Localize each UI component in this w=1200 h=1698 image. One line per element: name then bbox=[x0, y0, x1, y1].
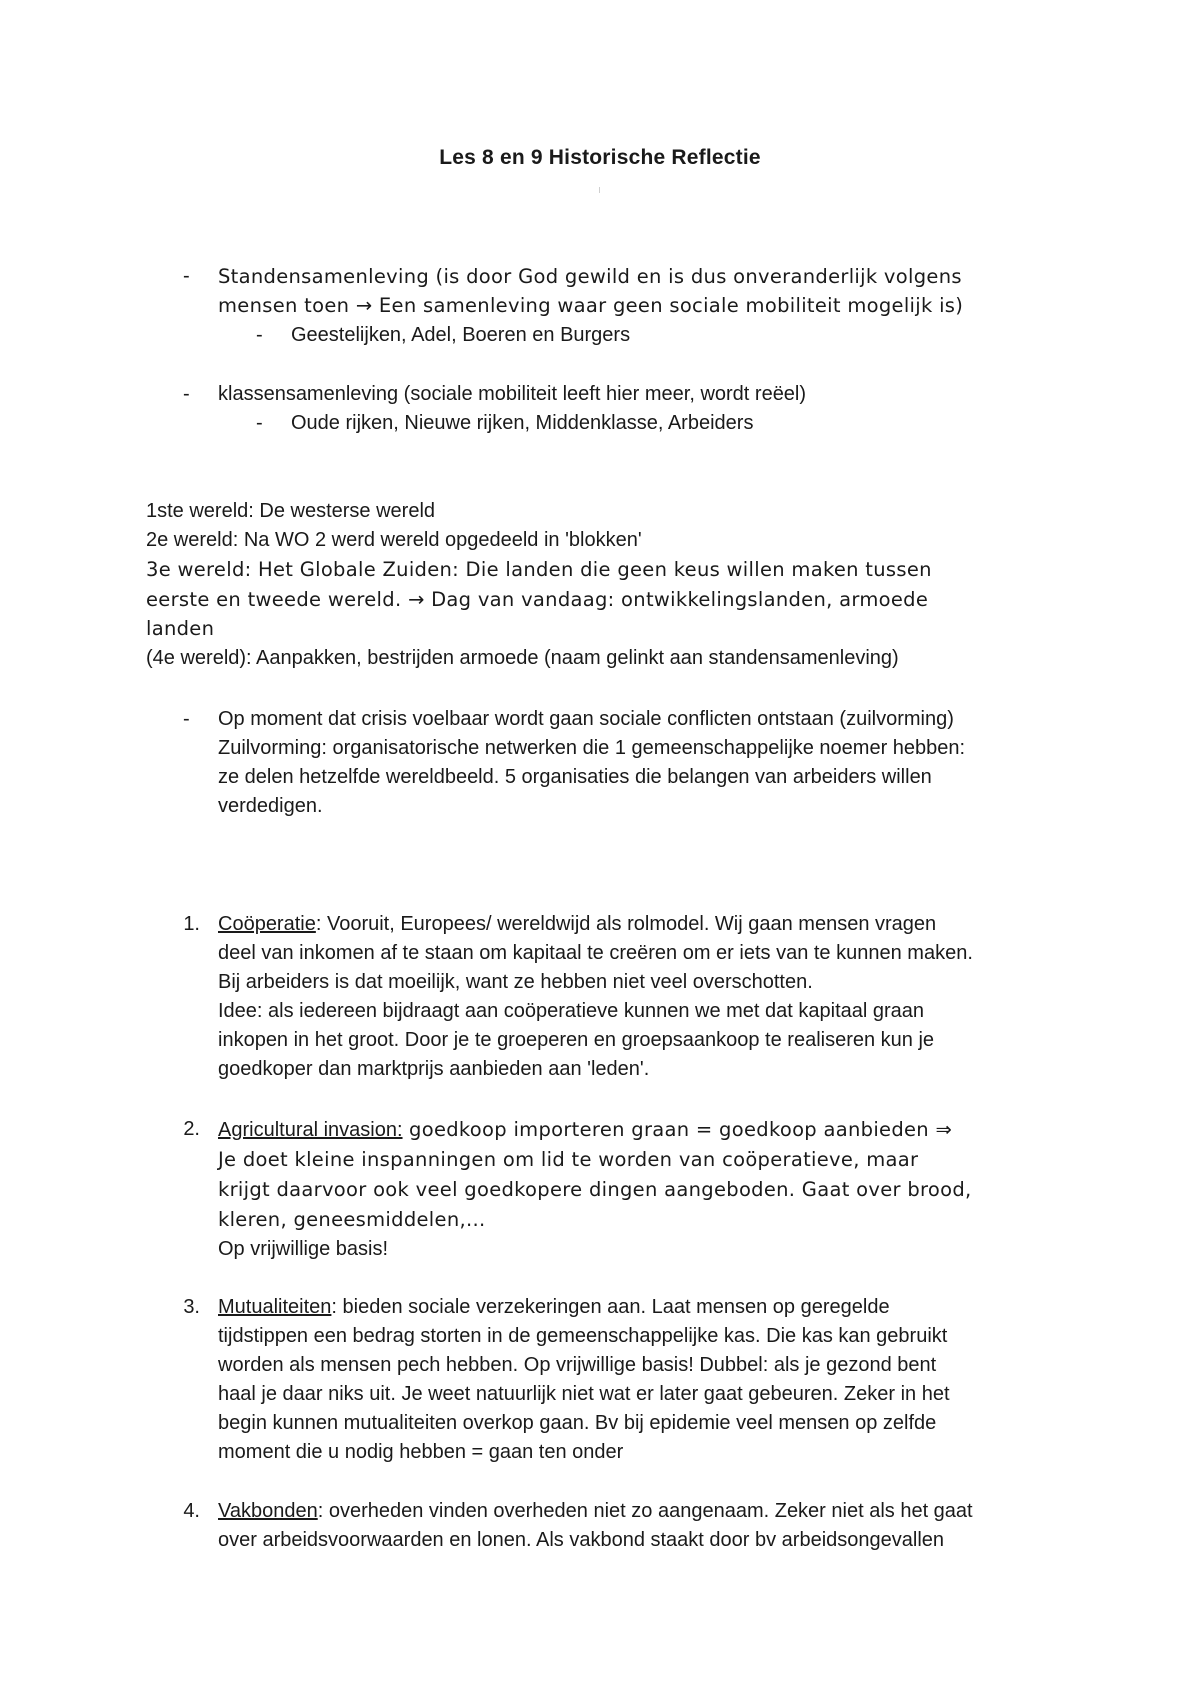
list-item bbox=[218, 1293, 890, 1322]
list-number: 4. bbox=[183, 1500, 200, 1522]
list-text: inkopen in het groot. Door je te groeperen en groepsaankoop te realiseren kun je bbox=[218, 1029, 935, 1051]
world-line: 2e wereld: Na WO 2 werd wereld opgedeeld in 'blokken' bbox=[146, 529, 642, 551]
list-item bbox=[218, 1497, 973, 1526]
list-text: deel van inkomen af te staan om kapitaal te creëren om er iets van te kunnen maken. bbox=[218, 942, 973, 964]
list-term: Coöperatie bbox=[218, 913, 316, 935]
bullet-text: klassensamenleving (sociale mobiliteit leeft hier meer, wordt reëel) bbox=[218, 383, 807, 405]
list-text: : Vooruit, Europees/ wereldwijd als rolmodel. Wij gaan mensen vragen bbox=[315, 913, 937, 935]
list-item bbox=[218, 910, 936, 939]
list-text: Bij arbeiders is dat moeilijk, want ze hebben niet veel overschotten. bbox=[218, 971, 813, 993]
list-term: Vakbonden bbox=[218, 1500, 318, 1522]
list-text: goedkoop importeren graan = goedkoop aanbieden ⇒ bbox=[402, 1118, 953, 1141]
bullet-dash: - bbox=[183, 383, 190, 405]
list-text: : bieden sociale verzekeringen aan. Laat mensen op geregelde bbox=[331, 1296, 890, 1318]
bullet-dash: - bbox=[183, 708, 190, 730]
world-line: (4e wereld): Aanpakken, bestrijden armoede (naam gelinkt aan standensamenleving) bbox=[146, 647, 899, 669]
sub-bullet-text: Geestelijken, Adel, Boeren en Burgers bbox=[291, 324, 631, 346]
list-text: over arbeidsvoorwaarden en lonen. Als vakbond staakt door bv arbeidsongevallen bbox=[218, 1529, 945, 1551]
list-number: 1. bbox=[183, 913, 200, 935]
bullet-dash: - bbox=[183, 265, 190, 287]
sub-bullet-dash: - bbox=[256, 412, 263, 434]
list-term: Agricultural invasion: bbox=[218, 1119, 403, 1141]
world-line: 3e wereld: Het Globale Zuiden: Die landen die geen keus willen maken tussen bbox=[146, 558, 932, 581]
list-term: Mutualiteiten bbox=[218, 1296, 332, 1318]
list-text: tijdstippen een bedrag storten in de gemeenschappelijke kas. Die kas kan gebruikt bbox=[218, 1325, 948, 1347]
sub-bullet-text: Oude rijken, Nieuwe rijken, Middenklasse, Arbeiders bbox=[291, 412, 754, 434]
list-text: : overheden vinden overheden niet zo aangenaam. Zeker niet als het gaat bbox=[317, 1500, 973, 1522]
bullet-text: Zuilvorming: organisatorische netwerken die 1 gemeenschappelijke noemer hebben: bbox=[218, 737, 966, 759]
list-text: Idee: als iedereen bijdraagt aan coöperatieve kunnen we met dat kapitaal graan bbox=[218, 1000, 925, 1022]
world-line: 1ste wereld: De westerse wereld bbox=[146, 500, 436, 522]
list-number: 2. bbox=[183, 1118, 200, 1140]
world-line: eerste en tweede wereld. → Dag van vandaag: ontwikkelingslanden, armoede bbox=[146, 588, 929, 611]
bullet-text: mensen toen → Een samenleving waar geen sociale mobiliteit mogelijk is) bbox=[218, 294, 964, 317]
bullet-text: Op moment dat crisis voelbaar wordt gaan sociale conflicten ontstaan (zuilvorming) bbox=[218, 708, 954, 730]
list-text: krijgt daarvoor ook veel goedkopere dingen aangeboden. Gaat over brood, bbox=[218, 1178, 972, 1201]
list-item bbox=[218, 1115, 952, 1145]
page-title: Les 8 en 9 Historische Reflectie bbox=[439, 146, 761, 169]
list-text: begin kunnen mutualiteiten overkop gaan. Bv bij epidemie veel mensen op zelfde bbox=[218, 1412, 937, 1434]
list-text: goedkoper dan marktprijs aanbieden aan 'leden'. bbox=[218, 1058, 650, 1080]
bullet-text: verdedigen. bbox=[218, 795, 323, 817]
list-text: kleren, geneesmiddelen,... bbox=[218, 1208, 486, 1231]
list-text: Je doet kleine inspanningen om lid te worden van coöperatieve, maar bbox=[218, 1148, 919, 1171]
bullet-text: Standensamenleving (is door God gewild en is dus onveranderlijk volgens bbox=[218, 265, 962, 288]
list-text: Op vrijwillige basis! bbox=[218, 1238, 389, 1260]
list-text: moment die u nodig hebben = gaan ten onder bbox=[218, 1441, 624, 1463]
bullet-text: ze delen hetzelfde wereldbeeld. 5 organisaties die belangen van arbeiders willen bbox=[218, 766, 932, 788]
world-line: landen bbox=[146, 617, 215, 640]
sub-bullet-dash: - bbox=[256, 324, 263, 346]
list-text: worden als mensen pech hebben. Op vrijwillige basis! Dubbel: als je gezond bent bbox=[218, 1354, 937, 1376]
list-number: 3. bbox=[183, 1296, 200, 1318]
cursor-mark bbox=[599, 187, 600, 193]
list-text: haal je daar niks uit. Je weet natuurlijk niet wat er later gaat gebeuren. Zeker in het bbox=[218, 1383, 950, 1405]
